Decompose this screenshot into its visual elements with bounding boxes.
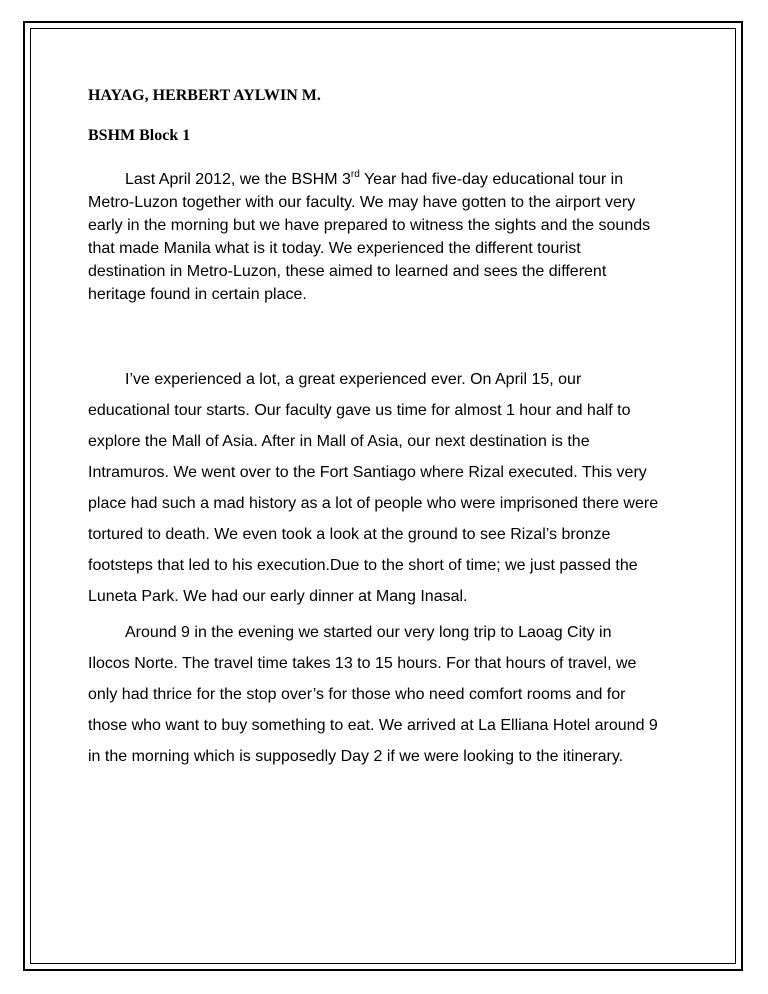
paragraph-line: in the morning which is supposedly Day 2 if we were looking to the itinerary. [88, 748, 624, 765]
paragraph-line [88, 168, 688, 191]
paragraph-line: educational tour starts. Our faculty gave us time for almost 1 hour and half to [88, 402, 631, 419]
paragraph-line: explore the Mall of Asia. After in Mall of Asia, our next destination is the [88, 433, 590, 450]
student-name: HAYAG, HERBERT AYLWIN M. [88, 87, 321, 104]
paragraph-line: destination in Metro-Luzon, these aimed to learned and sees the different [88, 263, 607, 280]
text-run: Last April 2012, we the BSHM 3 [125, 171, 351, 188]
paragraph-trip-to-laoag [88, 617, 688, 772]
paragraph-line: Around 9 in the evening we started our very long trip to Laoag City in [125, 624, 612, 641]
paragraph-line: Ilocos Norte. The travel time takes 13 to 15 hours. For that hours of travel, we [88, 655, 637, 672]
paragraph-line: place had such a mad history as a lot of people who were imprisoned there were [88, 495, 659, 512]
paragraph-line: those who want to buy something to eat. We arrived at La Elliana Hotel around 9 [88, 717, 658, 734]
course-block: BSHM Block 1 [88, 127, 191, 144]
paragraph-line: that made Manila what is it today. We experienced the different tourist [88, 240, 581, 257]
paragraph-line: tortured to death. We even took a look at the ground to see Rizal’s bronze [88, 526, 611, 543]
paragraph-line: footsteps that led to his execution.Due to the short of time; we just passed the [88, 557, 638, 574]
paragraph-line: Intramuros. We went over to the Fort Santiago where Rizal executed. This very [88, 464, 647, 481]
paragraph-tour-intro [88, 168, 688, 306]
paragraph-line: Metro-Luzon together with our faculty. We may have gotten to the airport very [88, 194, 636, 211]
paragraph-line: I’ve experienced a lot, a great experienced ever. On April 15, our [125, 371, 582, 388]
paragraph-line: Luneta Park. We had our early dinner at Mang Inasal. [88, 588, 468, 605]
paragraph-line: heritage found in certain place. [88, 286, 307, 303]
paragraph-line: early in the morning but we have prepared to witness the sights and the sounds [88, 217, 651, 234]
ordinal-superscript: rd [350, 169, 360, 180]
text-run: Year had five-day educational tour in [359, 171, 624, 188]
paragraph-day-one [88, 364, 688, 612]
paragraph-line: only had thrice for the stop over’s for those who need comfort rooms and for [88, 686, 626, 703]
